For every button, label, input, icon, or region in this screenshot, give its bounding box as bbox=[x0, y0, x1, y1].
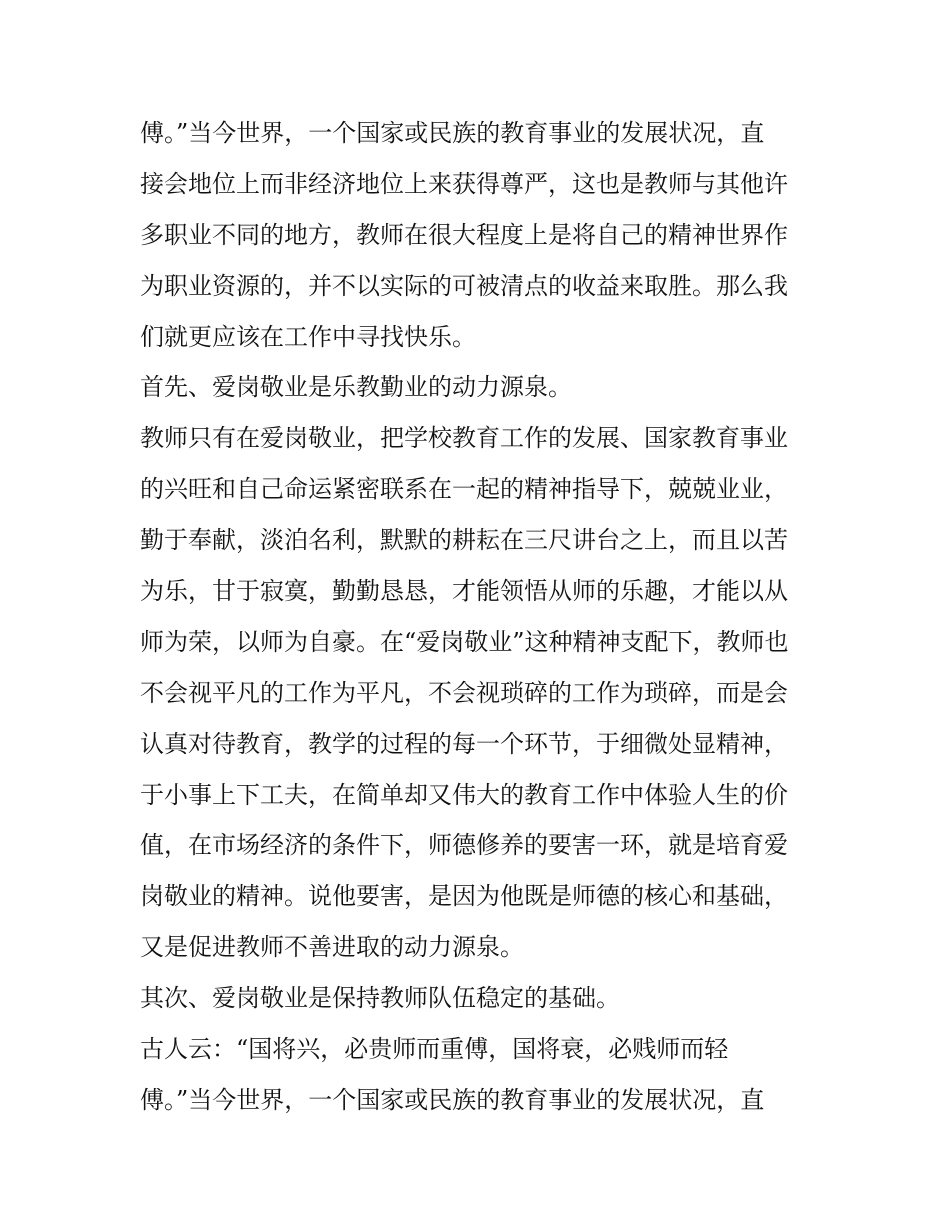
section-heading: 首先、爱岗敬业是乐教勤业的动力源泉。 bbox=[140, 373, 572, 402]
text-line: 为乐，甘于寂寞，勤勤恳恳，才能领悟从师的乐趣，才能以从 bbox=[140, 577, 788, 606]
text-line: 为职业资源的，并不以实际的可被清点的收益来取胜。那么我 bbox=[140, 271, 788, 300]
text-line: 多职业不同的地方，教师在很大程度上是将自己的精神世界作 bbox=[140, 220, 788, 249]
text-line: 傅。”当今世界，一个国家或民族的教育事业的发展状况，直 bbox=[140, 119, 765, 147]
text-line: 岗敬业的精神。说他要害，是因为他既是师德的核心和基础， bbox=[140, 882, 788, 911]
text-line: 们就更应该在工作中寻找快乐。 bbox=[140, 322, 476, 351]
text-line: 教师只有在爱岗敬业，把学校教育工作的发展、国家教育事业 bbox=[140, 424, 788, 453]
text-line: 古人云：“国将兴，必贵师而重傅，国将衰，必贱师而轻 bbox=[140, 1035, 729, 1064]
section-heading: 其次、爱岗敬业是保持教师队伍稳定的基础。 bbox=[140, 984, 620, 1013]
text-line: 接会地位上而非经济地位上来获得尊严，这也是教师与其他许 bbox=[140, 169, 788, 198]
text-line: 的兴旺和自己命运紧密联系在一起的精神指导下，兢兢业业， bbox=[140, 475, 788, 504]
text-line: 勤于奉献，淡泊名利，默默的耕耘在三尺讲台之上，而且以苦 bbox=[140, 526, 788, 555]
text-line: 认真对待教育，教学的过程的每一个环节，于细微处显精神， bbox=[140, 729, 788, 758]
text-line: 值，在市场经济的条件下，师德修养的要害一环，就是培育爱 bbox=[140, 831, 788, 860]
text-line: 师为荣，以师为自豪。在“爱岗敬业”这种精神支配下，教师也 bbox=[140, 627, 789, 656]
text-line: 又是促进教师不善进取的动力源泉。 bbox=[140, 933, 524, 962]
text-line: 傅。”当今世界，一个国家或民族的教育事业的发展状况，直 bbox=[140, 1085, 765, 1114]
text-line: 不会视平凡的工作为平凡，不会视琐碎的工作为琐碎，而是会 bbox=[140, 678, 788, 707]
document-body bbox=[140, 108, 820, 1126]
text-line: 于小事上下工夫，在简单却又伟大的教育工作中体验人生的价 bbox=[140, 780, 788, 809]
